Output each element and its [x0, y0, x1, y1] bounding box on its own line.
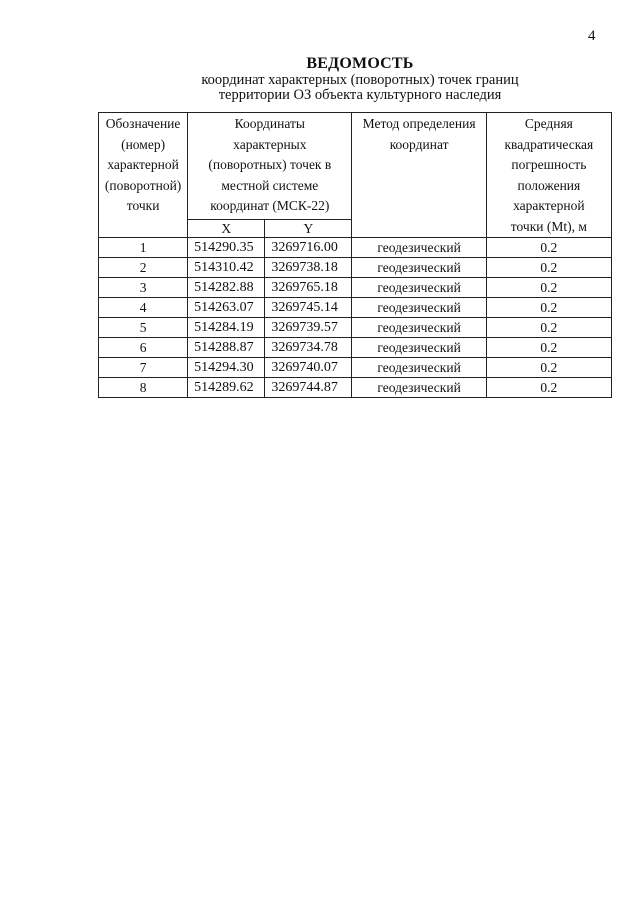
header-method-line: координат — [389, 136, 449, 152]
table-row — [99, 378, 612, 398]
cell-x: 514310.42 — [188, 258, 265, 278]
header-error-line: характерной — [513, 198, 585, 213]
document-subtitle-line-2: территории ОЗ объекта культурного наследия — [218, 87, 502, 103]
header-coords-line: (поворотных) точек в — [208, 157, 332, 172]
cell-method: геодезический — [352, 358, 486, 378]
cell-mean-error: 0.2 — [486, 238, 611, 258]
table-header-row — [99, 113, 612, 220]
cell-x: 514284.19 — [188, 318, 265, 338]
cell-point-number: 2 — [99, 258, 188, 278]
header-method — [352, 113, 486, 238]
cell-mean-error: 0.2 — [486, 378, 611, 398]
cell-method: геодезический — [352, 338, 486, 358]
cell-x: 514294.30 — [188, 358, 265, 378]
cell-y: 3269745.14 — [265, 298, 352, 318]
header-coords-line: характерных — [233, 136, 307, 152]
cell-point-number: 5 — [99, 318, 188, 338]
header-point-line: Обозначение — [105, 116, 181, 131]
header-point-line: характерной — [107, 157, 179, 172]
cell-y: 3269744.87 — [265, 378, 352, 398]
header-coordinates — [188, 113, 352, 220]
header-error-line: квадратическая — [504, 136, 594, 152]
page-number: 4 — [588, 28, 596, 44]
cell-x: 514290.35 — [188, 238, 265, 258]
cell-point-number: 4 — [99, 298, 188, 318]
table-row — [99, 318, 612, 338]
header-coords-line: местной системе — [221, 177, 319, 193]
cell-x: 514263.07 — [188, 298, 265, 318]
cell-method: геодезический — [352, 258, 486, 278]
coordinates-table — [98, 112, 612, 398]
cell-mean-error: 0.2 — [486, 338, 611, 358]
header-error-line: положения — [517, 177, 581, 193]
cell-mean-error: 0.2 — [486, 278, 611, 298]
cell-mean-error: 0.2 — [486, 358, 611, 378]
header-method-line: Метод определения — [362, 116, 476, 131]
cell-method: геодезический — [352, 298, 486, 318]
document-title: ВЕДОМОСТЬ — [306, 55, 414, 72]
header-error-line: Средняя — [524, 116, 573, 131]
cell-method: геодезический — [352, 278, 486, 298]
table-body — [99, 238, 612, 398]
header-coords-line: координат (МСК-22) — [210, 198, 330, 213]
header-point-line: (номер) — [121, 136, 166, 152]
header-mean-error — [486, 113, 611, 238]
table-row — [99, 298, 612, 318]
header-coords-line: Координаты — [234, 116, 305, 131]
table-row — [99, 358, 612, 378]
cell-y: 3269716.00 — [265, 238, 352, 258]
header-point-line: (поворотной) — [104, 177, 182, 193]
table-row — [99, 338, 612, 358]
header-y: Y — [265, 220, 352, 238]
cell-point-number: 1 — [99, 238, 188, 258]
header-error-line: точки (Mt), м — [510, 218, 587, 234]
header-point-line: точки — [126, 198, 160, 213]
table-row — [99, 278, 612, 298]
cell-y: 3269739.57 — [265, 318, 352, 338]
cell-method: геодезический — [352, 238, 486, 258]
cell-y: 3269734.78 — [265, 338, 352, 358]
cell-mean-error: 0.2 — [486, 318, 611, 338]
cell-point-number: 8 — [99, 378, 188, 398]
cell-method: геодезический — [352, 318, 486, 338]
document-header — [0, 55, 640, 103]
cell-y: 3269765.18 — [265, 278, 352, 298]
cell-x: 514282.88 — [188, 278, 265, 298]
cell-x: 514289.62 — [188, 378, 265, 398]
cell-x: 514288.87 — [188, 338, 265, 358]
header-error-line: погрешность — [511, 157, 587, 172]
cell-point-number: 3 — [99, 278, 188, 298]
table-row — [99, 238, 612, 258]
header-x: X — [188, 220, 265, 238]
cell-method: геодезический — [352, 378, 486, 398]
cell-y: 3269740.07 — [265, 358, 352, 378]
document-subtitle-line-1: координат характерных (поворотных) точек границ — [201, 72, 519, 88]
table-row — [99, 258, 612, 278]
header-point-designation — [99, 113, 188, 238]
cell-y: 3269738.18 — [265, 258, 352, 278]
cell-mean-error: 0.2 — [486, 258, 611, 278]
cell-point-number: 7 — [99, 358, 188, 378]
cell-point-number: 6 — [99, 338, 188, 358]
cell-mean-error: 0.2 — [486, 298, 611, 318]
